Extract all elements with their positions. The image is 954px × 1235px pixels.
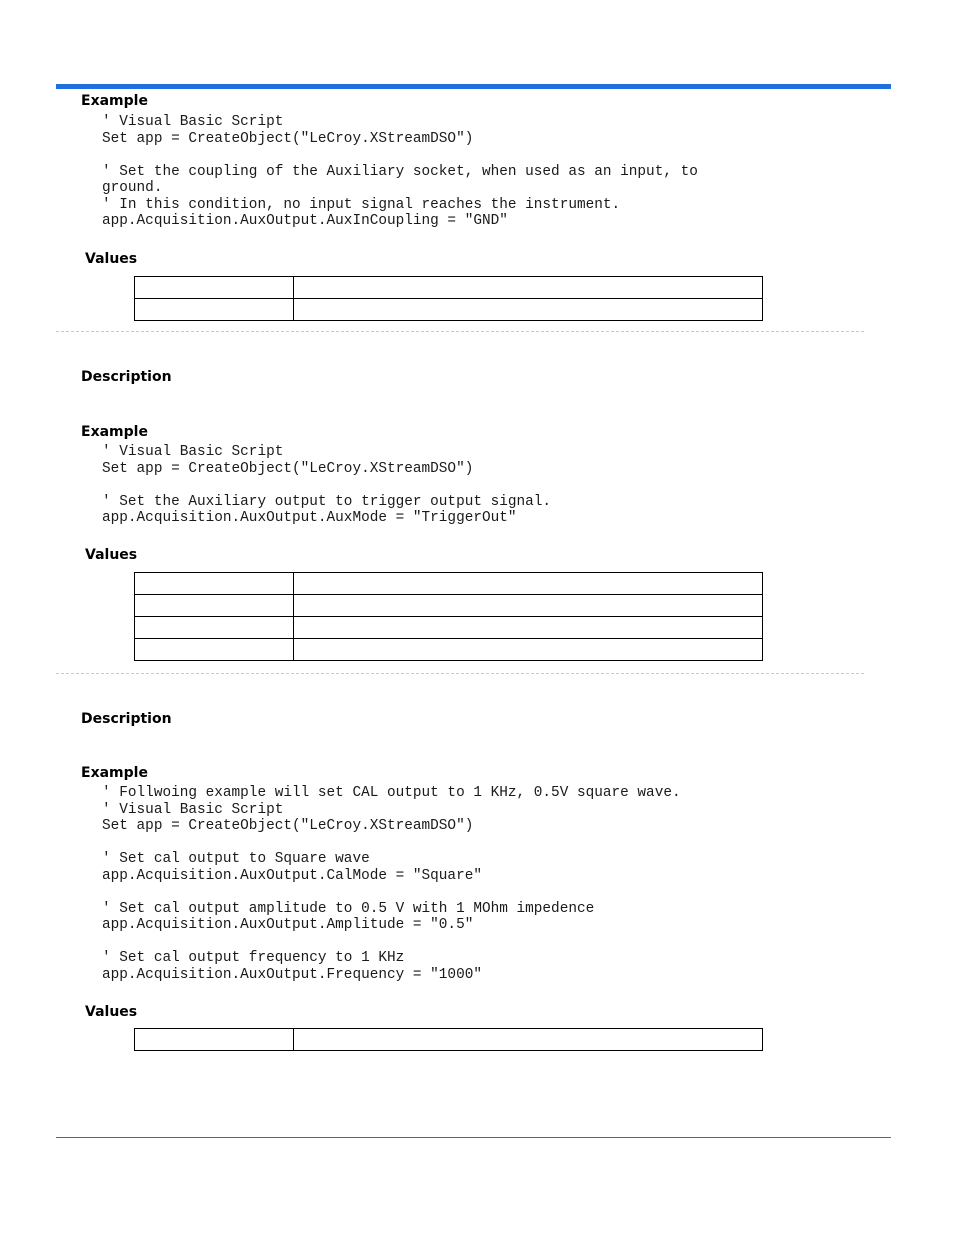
code-block-1 xyxy=(102,114,698,230)
table-row xyxy=(135,1029,763,1051)
values-table-1 xyxy=(134,276,763,321)
code-line: app.Acquisition.AuxOutput.CalMode = "Square" xyxy=(102,867,482,884)
table-cell xyxy=(135,299,294,321)
code-line: ' Set cal output to Square wave xyxy=(102,851,370,867)
code-line xyxy=(102,835,681,852)
code-line: app.Acquisition.AuxOutput.Frequency = "1000" xyxy=(102,966,482,983)
table-cell xyxy=(135,595,294,617)
values-heading-3: Values xyxy=(85,1004,138,1020)
table-cell xyxy=(135,639,294,661)
code-line: ' Set cal output amplitude to 0.5 V with 1 MOhm impedence xyxy=(102,900,595,917)
code-line: ' Set the coupling of the Auxiliary socket, when used as an input, to xyxy=(102,163,698,180)
example-heading-3: Example xyxy=(81,765,148,781)
code-line: ' In this condition, no input signal reaches the instrument. xyxy=(102,196,621,213)
table-cell xyxy=(294,277,763,299)
code-line: ' Visual Basic Script xyxy=(102,801,284,818)
values-heading-2: Values xyxy=(85,547,138,563)
values-table-2 xyxy=(134,572,763,661)
table-cell xyxy=(135,1029,294,1051)
values-table-3 xyxy=(134,1028,763,1051)
values-heading-1: Values xyxy=(85,251,138,267)
code-line xyxy=(102,147,698,164)
table-row xyxy=(135,573,763,595)
table-row xyxy=(135,617,763,639)
code-line: app.Acquisition.AuxOutput.AuxMode = "TriggerOut" xyxy=(102,510,517,526)
header-rule xyxy=(56,84,891,89)
description-heading-2: Description xyxy=(81,369,172,385)
table-cell xyxy=(294,617,763,639)
section-divider xyxy=(56,673,864,674)
footer-rule xyxy=(56,1137,891,1138)
table-cell xyxy=(294,573,763,595)
code-block-3 xyxy=(102,785,681,983)
example-heading-1: Example xyxy=(81,93,148,109)
code-line: app.Acquisition.AuxOutput.Amplitude = "0.5" xyxy=(102,917,474,933)
description-heading-3: Description xyxy=(81,711,172,727)
table-cell xyxy=(294,1029,763,1051)
section-divider xyxy=(56,331,864,332)
code-block-2 xyxy=(102,444,551,527)
table-row xyxy=(135,639,763,661)
example-heading-2: Example xyxy=(81,424,148,440)
table-cell xyxy=(294,595,763,617)
code-line: ground. xyxy=(102,180,163,196)
table-cell xyxy=(294,639,763,661)
code-line: ' Set the Auxiliary output to trigger output signal. xyxy=(102,493,552,510)
table-cell xyxy=(135,573,294,595)
code-line: Set app = CreateObject("LeCroy.XStreamDSO") xyxy=(102,460,474,477)
code-line: ' Visual Basic Script xyxy=(102,114,284,130)
table-cell xyxy=(135,617,294,639)
code-line xyxy=(102,884,681,901)
code-line: ' Follwoing example will set CAL output to 1 KHz, 0.5V square wave. xyxy=(102,785,681,801)
table-row xyxy=(135,595,763,617)
table-row xyxy=(135,277,763,299)
table-cell xyxy=(135,277,294,299)
code-line: ' Set cal output frequency to 1 KHz xyxy=(102,950,405,966)
code-line xyxy=(102,934,681,951)
code-line: ' Visual Basic Script xyxy=(102,444,284,460)
code-line: Set app = CreateObject("LeCroy.XStreamDSO") xyxy=(102,130,474,147)
table-row xyxy=(135,299,763,321)
code-line: app.Acquisition.AuxOutput.AuxInCoupling = "GND" xyxy=(102,213,508,229)
code-line xyxy=(102,477,551,494)
table-cell xyxy=(294,299,763,321)
code-line: Set app = CreateObject("LeCroy.XStreamDSO") xyxy=(102,818,474,834)
